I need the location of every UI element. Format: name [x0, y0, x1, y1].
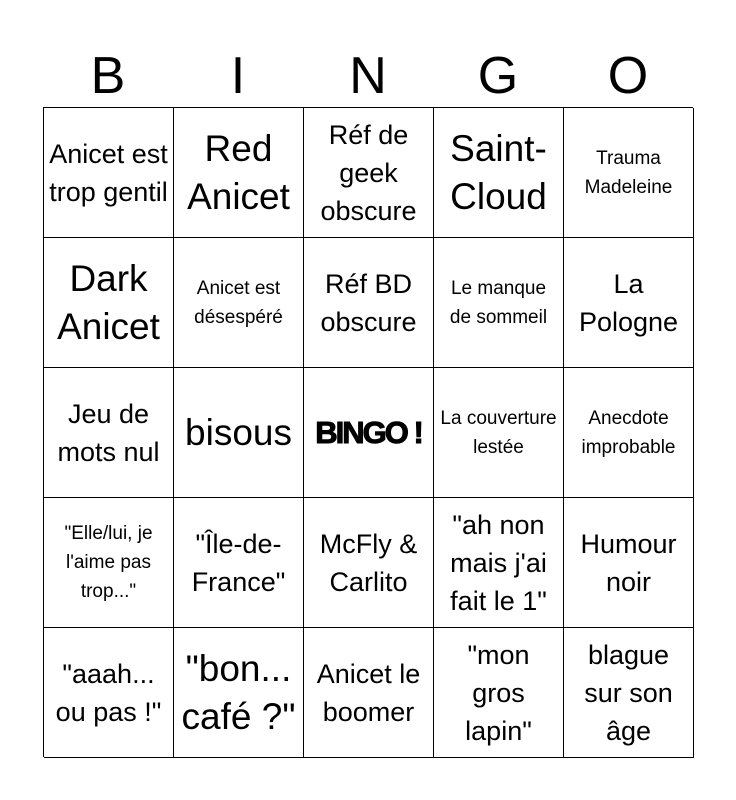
cell-label: La Pologne: [578, 268, 679, 337]
bingo-cell-9[interactable]: [434, 238, 564, 368]
header-letter-g: G: [477, 47, 519, 105]
bingo-cell-11[interactable]: [44, 368, 174, 498]
bingo-cell-1[interactable]: [44, 108, 174, 238]
bingo-cell-14[interactable]: [434, 368, 564, 498]
cell-label: Jeu de mots nul: [57, 398, 160, 467]
cell-label: Dark Anicet: [57, 257, 160, 347]
cell-label: McFly & Carlito: [319, 528, 418, 597]
bingo-cell-3[interactable]: [304, 108, 434, 238]
cell-label: Humour noir: [580, 528, 677, 597]
cell-label: Red Anicet: [187, 127, 290, 217]
bingo-cell-20[interactable]: [564, 498, 694, 628]
bingo-cell-15[interactable]: [564, 368, 694, 498]
bingo-cell-22[interactable]: [174, 628, 304, 758]
cell-label: Anicet est trop gentil: [49, 138, 168, 207]
cell-label: blague sur son âge: [584, 639, 673, 746]
cell-label: "mon gros lapin": [465, 639, 532, 746]
bingo-cell-17[interactable]: [174, 498, 304, 628]
bingo-cell-7[interactable]: [174, 238, 304, 368]
cell-label: Le manque de sommeil: [449, 277, 548, 328]
cell-label: "Elle/lui, je l'aime pas trop...": [64, 523, 153, 602]
bingo-cell-23[interactable]: [304, 628, 434, 758]
cell-label: Saint-Cloud: [450, 127, 547, 217]
bingo-cell-19[interactable]: [434, 498, 564, 628]
bingo-cell-24[interactable]: [434, 628, 564, 758]
bingo-cell-5[interactable]: [564, 108, 694, 238]
header-letter-b: B: [90, 47, 126, 105]
bingo-cell-8[interactable]: [304, 238, 434, 368]
bingo-cell-16[interactable]: [44, 498, 174, 628]
bingo-cell-12[interactable]: [174, 368, 304, 498]
cell-label: "Île-de-France": [191, 528, 286, 597]
bingo-cell-21[interactable]: [44, 628, 174, 758]
cell-label: "aaah... ou pas !": [55, 658, 162, 727]
cell-label: bisous: [185, 411, 292, 453]
cell-label: "ah non mais j'ai fait le 1": [450, 509, 547, 616]
header-letter-n: N: [349, 47, 387, 105]
cell-label: Anecdote improbable: [581, 407, 676, 458]
cell-label: Trauma Madeleine: [584, 147, 673, 198]
cell-label: La couverture lestée: [440, 407, 557, 458]
cell-label: "bon... café ?": [181, 647, 296, 737]
cell-label: Anicet est désespéré: [194, 277, 283, 328]
bingo-cell-6[interactable]: [44, 238, 174, 368]
bingo-grid: [43, 107, 693, 757]
header-letter-i: I: [230, 47, 246, 105]
bingo-cell-18[interactable]: [304, 498, 434, 628]
bingo-cell-10[interactable]: [564, 238, 694, 368]
cell-label: Anicet le boomer: [316, 658, 421, 727]
bingo-cell-2[interactable]: [174, 108, 304, 238]
bingo-header: [43, 44, 693, 108]
bingo-cell-25[interactable]: [564, 628, 694, 758]
free-space-label: BINGO !: [315, 414, 422, 450]
bingo-cell-4[interactable]: [434, 108, 564, 238]
header-letter-o: O: [607, 47, 649, 105]
free-space-cell[interactable]: [304, 368, 434, 498]
cell-label: Réf BD obscure: [320, 268, 417, 337]
cell-label: Réf de geek obscure: [320, 119, 417, 226]
